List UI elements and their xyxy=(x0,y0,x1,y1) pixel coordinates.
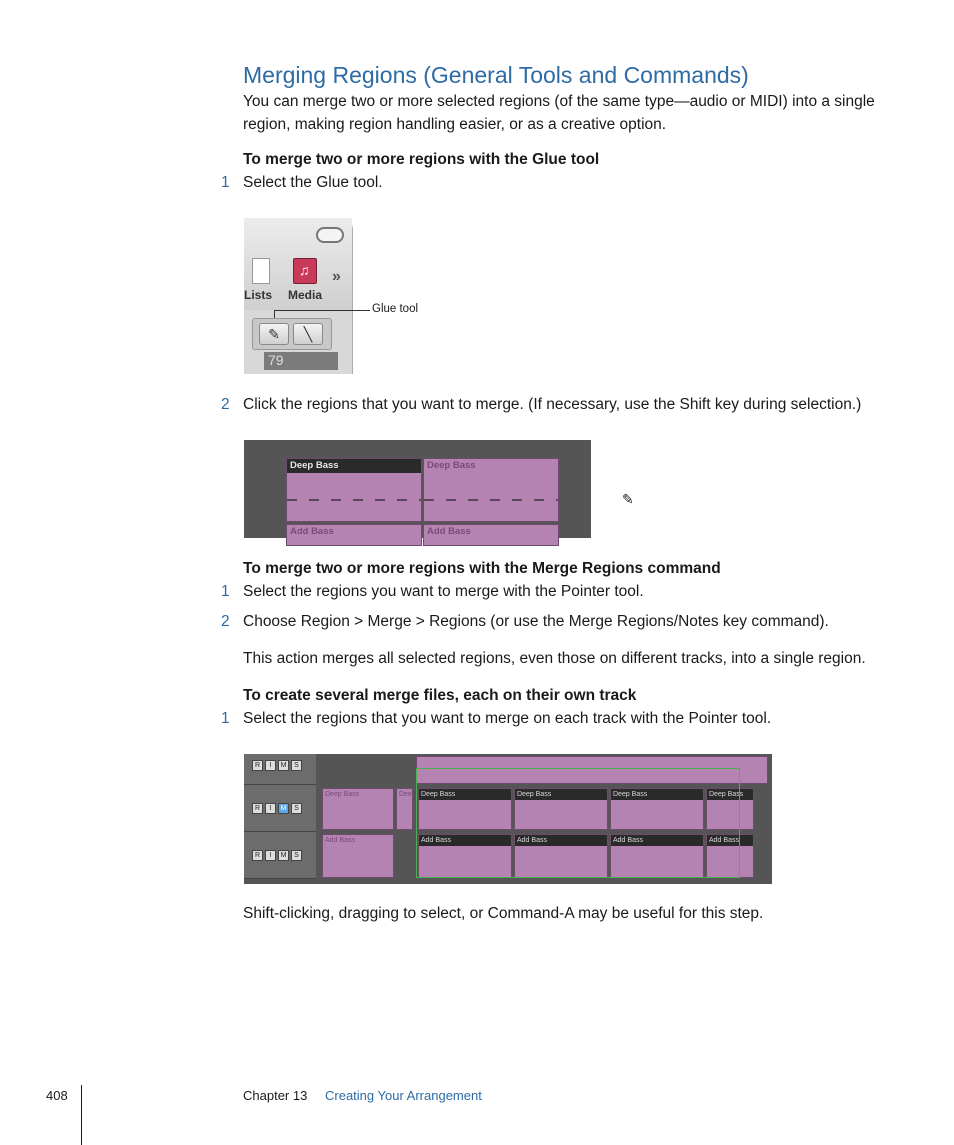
step-number: 2 xyxy=(221,613,230,630)
region-label: Add Bass xyxy=(290,526,334,537)
region-label: Add Bass xyxy=(427,526,471,537)
section-glue-title: To merge two or more regions with the Glue tool xyxy=(243,151,600,168)
lists-label: Lists xyxy=(244,288,273,302)
region-add-bass-1 xyxy=(286,524,422,546)
step-text: Choose Region > Merge > Regions (or use the Merge Regions/Notes key command). xyxy=(243,613,829,630)
tool-menus xyxy=(252,318,332,350)
tracks-screenshot xyxy=(244,754,772,884)
region-deep-bass-2 xyxy=(423,458,634,522)
glue-tool-icon: ✎ xyxy=(259,323,289,345)
intro-paragraph: You can merge two or more selected regions (of the same type—audio or MIDI) into a single region, making region handling easier, or as a creative option. xyxy=(243,93,875,133)
track-header xyxy=(244,785,316,832)
track-buttons: R I M S xyxy=(252,760,304,771)
step-number: 1 xyxy=(221,583,230,600)
step-text: Select the regions that you want to merge on each track with the Pointer tool. xyxy=(243,710,772,727)
region-deep-bass: Deep Bass xyxy=(514,788,608,830)
chapter-title: Creating Your Arrangement xyxy=(325,1088,482,1103)
step-text: Select the regions you want to merge with the Pointer tool. xyxy=(243,583,644,600)
step-number: 1 xyxy=(221,174,230,191)
midi-notes xyxy=(424,481,558,521)
toolbar-toggle-button xyxy=(316,227,344,243)
track-header xyxy=(244,754,316,785)
chapter-label: Chapter 13 xyxy=(243,1088,308,1103)
note-text: This action merges all selected regions, even those on different tracks, into a single region. xyxy=(243,650,866,667)
chevron-right-icon: » xyxy=(332,268,341,285)
tempo-display: 79 xyxy=(264,352,338,370)
region-label: Deep Bass xyxy=(427,460,476,471)
region-add-bass: Add Bass xyxy=(418,834,512,878)
region-deep-bass: Deep Bass xyxy=(610,788,704,830)
step-text: Select the Glue tool. xyxy=(243,174,383,191)
lists-icon xyxy=(252,258,270,284)
region-add-bass: Add Bass xyxy=(706,834,754,878)
region-deep-bass-short: Dee xyxy=(396,788,413,830)
region-deep-bass: Deep Bass xyxy=(706,788,754,830)
glue-tool-callout: Glue tool xyxy=(372,303,419,315)
track-buttons: R I M S xyxy=(252,850,304,861)
region-deep-bass-1 xyxy=(286,458,422,522)
step-number: 1 xyxy=(221,710,230,727)
region-add-bass: Add Bass xyxy=(322,834,394,878)
media-label: Media xyxy=(288,288,323,302)
midi-notes xyxy=(287,481,421,521)
page-title: Merging Regions (General Tools and Commands) xyxy=(243,62,749,88)
section-tracks-title: To create several merge files, each on their own track xyxy=(243,687,637,704)
media-icon: ♫ xyxy=(293,258,317,284)
regions-screenshot xyxy=(244,440,634,538)
toolbar-screenshot xyxy=(244,218,353,374)
callout-tick xyxy=(274,310,275,318)
track-buttons: R I M S xyxy=(252,803,304,814)
glue-cursor-icon: ✎ xyxy=(622,491,634,507)
pencil-tool-icon: ╲ xyxy=(293,323,323,345)
region-add-bass: Add Bass xyxy=(610,834,704,878)
region-add-bass-2 xyxy=(423,524,559,546)
region-add-bass: Add Bass xyxy=(514,834,608,878)
region-deep-bass: Deep Bass xyxy=(322,788,394,830)
section-merge-title: To merge two or more regions with the Merge Regions command xyxy=(243,560,721,577)
footer-divider xyxy=(81,1085,82,1145)
region-label: Deep Bass xyxy=(287,459,421,473)
toolbar-area xyxy=(244,218,352,310)
callout-line xyxy=(274,310,370,311)
step-number: 2 xyxy=(221,396,230,413)
page-number: 408 xyxy=(46,1088,68,1103)
selection-rectangle xyxy=(416,768,740,878)
track-header xyxy=(244,832,316,879)
note-text: Shift-clicking, dragging to select, or Command-A may be useful for this step. xyxy=(243,905,764,922)
step-text: Click the regions that you want to merge. (If necessary, use the Shift key during selection.) xyxy=(243,396,862,413)
region-deep-bass: Deep Bass xyxy=(418,788,512,830)
